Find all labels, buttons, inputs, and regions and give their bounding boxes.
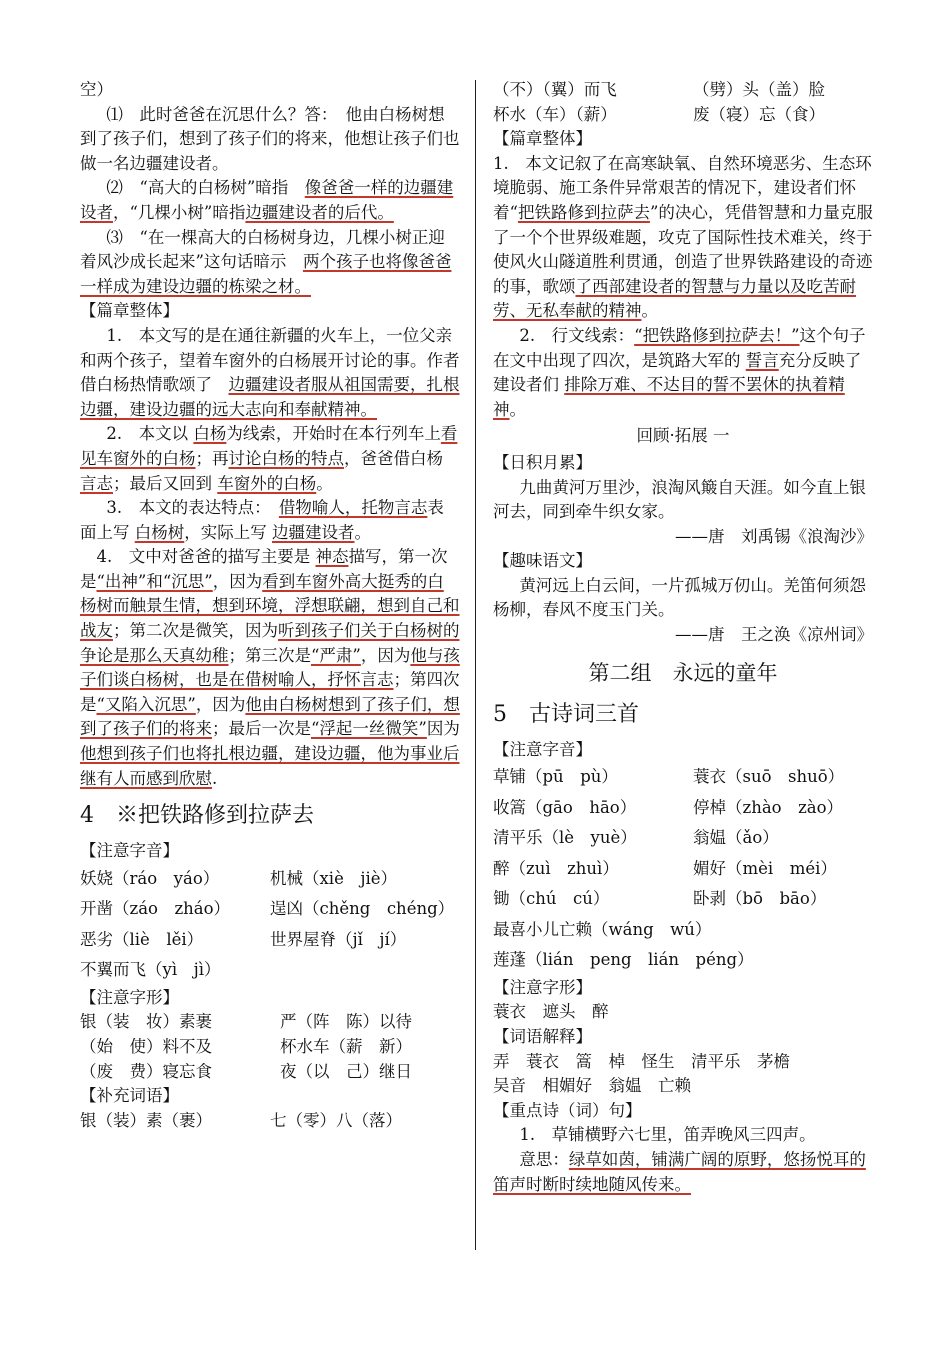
section-heading: 【日积月累】 <box>493 452 592 472</box>
answer-text: 两个孩子也将像爸爸一样成为建设边疆的栋梁之材。 <box>80 252 452 296</box>
text-span: 夜（以 己）继日 <box>280 1061 412 1081</box>
section-heading: 【补充词语】 <box>80 1086 179 1106</box>
answer-text: “浮起一丝微笑” <box>311 719 427 739</box>
text-span: ；第四次是 <box>80 670 460 714</box>
text-span: 不翼而飞（yì jì） <box>80 960 221 980</box>
text-span: 行文线索： <box>551 325 635 345</box>
text-span: 醉（zuì zhuì） <box>493 858 619 878</box>
text-span: 莲蓬（lián peng lián péng） <box>493 950 754 970</box>
text-span: ；第三次是 <box>228 645 311 665</box>
text-span: ，因为 <box>212 571 263 591</box>
text-span: （废 费）寝忘食 <box>80 1061 212 1081</box>
text-span: 因为 <box>426 719 460 739</box>
list-item <box>493 78 873 103</box>
list-item <box>493 793 873 824</box>
answer-text: 看到车窗外高大挺秀的白杨树而触景生情，想到环境，浮想联翩，想到自己和战友 <box>80 571 460 641</box>
text-span: 本文的表达特点： <box>138 498 263 518</box>
text-span: “高大的白杨树”暗指 <box>139 178 289 198</box>
question-1 <box>80 103 460 177</box>
text-span: 。 <box>354 522 371 542</box>
pronunciation-list <box>493 762 873 976</box>
text-span: 文中对爸爸的描写主要是 <box>128 547 311 567</box>
text-span: ；最后又回到 <box>113 473 212 493</box>
text-span: 世界屋脊（jǐ jí） <box>270 929 407 949</box>
text-span: 微笑 <box>195 621 229 641</box>
answer-text: 他想到孩子们也将扎根边疆，建设边疆，他为事业后继有人而感到欣慰 <box>80 744 460 788</box>
text-span: （不）（翼）而飞 <box>493 80 617 99</box>
text-span: 充分反映了建设者们 <box>493 350 862 395</box>
whole-item-2 <box>80 422 460 496</box>
text-span: 收篙（gāo hāo） <box>493 797 637 817</box>
answer-text: 排除万难、不达目的誓不罢休的执着精神 <box>493 375 845 419</box>
whole-item-3 <box>80 496 460 545</box>
text-span: 4. <box>96 547 113 567</box>
key-line <box>493 1123 873 1148</box>
list-item <box>80 1010 460 1035</box>
answer-text: 边疆建设者的后代。 <box>245 202 394 222</box>
answer-text: 把铁路修到拉萨去 <box>517 202 650 222</box>
text-span: 废（寝）忘（食） <box>693 104 825 124</box>
list-item <box>80 1109 460 1134</box>
text-span: 银（装 妆）素裹 <box>80 1012 212 1032</box>
answer-text: 神态 <box>315 547 349 567</box>
continued-text: 空） <box>80 80 113 99</box>
answer-text: 车窗外的白杨 <box>217 473 317 493</box>
list-item <box>493 884 873 915</box>
answer-text: “又陷入沉思” <box>96 694 196 714</box>
section-heading: 【篇章整体】 <box>493 129 592 149</box>
text-span: ；第二次是 <box>113 621 196 641</box>
text-span: 蓑衣（suō shuō） <box>693 767 845 787</box>
answer-text: 他由白杨树想到了孩子们，想到了孩子们的将来 <box>80 694 460 739</box>
text-span: ，因为 <box>360 645 411 665</box>
whole-item-1 <box>493 152 873 324</box>
key-meaning <box>493 1148 873 1197</box>
form-list <box>80 1010 460 1084</box>
text-span: 这个句子在文中出现了四次，是筑路大军的 <box>493 325 866 370</box>
list-item <box>80 1060 460 1085</box>
answer-text: 他与孩子们谈白杨树，也是在借树喻人，抒怀言志 <box>80 645 460 690</box>
poem-source: ——唐 刘禹锡《浪淘沙》 <box>675 526 873 546</box>
answer-text: 了西部建设者的智慧与力量以及吃苦耐劳、无私奉献的精神 <box>493 276 856 321</box>
answer-text: 誓言 <box>745 350 779 370</box>
text-span: 卧剥（bō bāo） <box>693 889 827 909</box>
list-item <box>80 864 460 895</box>
answer-text: 绿草如茵，铺满广阔的原野，悠扬悦耳的笛声时断时续地随风传来。 <box>493 1149 866 1194</box>
review-title: 回顾·拓展 一 <box>636 426 730 446</box>
text-span: （始 使）料不及 <box>80 1037 212 1056</box>
text-span: ；最后一次是 <box>212 719 311 739</box>
form-text: 蓑衣 遮头 醉 <box>493 1002 609 1022</box>
text-span: 。 <box>509 399 526 419</box>
section-heading: 【篇章整体】 <box>80 301 179 321</box>
list-item <box>493 945 873 976</box>
text-span: 2. <box>106 424 123 444</box>
text-span: 他由白杨树想到了孩子们，想到了孩子们的将来，他想让孩子们也做一名边疆建设者。 <box>80 104 460 173</box>
list-item <box>493 823 873 854</box>
text-span: 表面上写 <box>80 498 444 542</box>
list-item <box>493 854 873 885</box>
vocab-line: 弄 蓑衣 篙 棹 怪生 清平乐 茅檐 <box>493 1051 790 1071</box>
text-span: 最喜小儿亡赖（wáng wú） <box>493 919 712 939</box>
whole-item-2 <box>493 324 873 422</box>
text-span: 2. <box>519 325 536 345</box>
text-span: “在一棵高大的白杨树身边，几棵小树正迎着风沙成长起来”这句话暗示 <box>80 227 445 272</box>
answer-text: 讨论白杨的特点 <box>228 448 344 468</box>
answer-text: 言志 <box>80 473 113 493</box>
text-span: 逞凶（chěng chéng） <box>270 899 455 919</box>
poem-source: ——唐 王之涣《凉州词》 <box>675 625 873 645</box>
answer-text: 像爸爸一样的边疆建设者 <box>80 178 454 222</box>
text-span: 意思： <box>519 1149 569 1169</box>
text-span: 媚好（mèi méi） <box>693 858 837 878</box>
text-span: 草铺横野六七里，笛弄晚风三四声。 <box>551 1125 816 1145</box>
text-span: ⑴ <box>106 104 123 124</box>
text-span: 描写，第一次是 <box>80 547 448 591</box>
whole-item-1 <box>80 324 460 422</box>
text-span: 1. <box>493 153 509 173</box>
column-divider <box>475 80 476 1250</box>
text-span: 清平乐（lè yuè） <box>493 828 637 848</box>
text-span: 此时爸爸在沉思什么？答： <box>139 104 330 124</box>
text-span: 停棹（zhào zào） <box>693 797 844 817</box>
group-title: 第二组 永远的童年 <box>588 660 778 685</box>
text-span: 七（零）八（落） <box>270 1110 402 1130</box>
question-3 <box>80 226 460 300</box>
answer-text: 借物喻人，托物言志 <box>278 498 428 518</box>
text-span: . <box>212 768 218 788</box>
list-item <box>493 103 873 128</box>
text-span: 开凿（záo zháo） <box>80 899 231 919</box>
answer-text: 边疆建设者 <box>272 522 355 542</box>
answer-text: “出神”和“沉思” <box>96 571 213 591</box>
list-item <box>80 925 460 956</box>
text-span: 银（装）素（裹） <box>80 1110 212 1130</box>
text-span: （劈）头（盖）脸 <box>693 80 825 99</box>
text-span: 机械（xiè jiè） <box>270 868 398 888</box>
text-span: ⑶ <box>106 227 123 247</box>
answer-text: 白杨树 <box>134 522 185 542</box>
text-span: 1. <box>106 325 123 345</box>
text-span: 严（阵 陈）以待 <box>280 1012 412 1032</box>
section-heading: 【注意字形】 <box>80 987 179 1007</box>
text-span: 杯水车（薪 新） <box>280 1037 412 1056</box>
text-span: ，“几棵小树”暗指 <box>113 202 246 222</box>
answer-text: 听到孩子们关于白杨树的争论是那么天真幼稚 <box>80 621 460 665</box>
list-item <box>80 1035 460 1060</box>
answer-text: 看见车窗外的白杨 <box>80 424 458 468</box>
list-item <box>493 915 873 946</box>
answer-text: “严肃” <box>311 645 361 665</box>
text-span: 杯水（车）（薪） <box>493 104 617 124</box>
section-heading: 【重点诗（词）句】 <box>493 1100 642 1120</box>
text-span: ，爸爸借白杨 <box>344 448 443 468</box>
list-item <box>493 762 873 793</box>
text-span: 3. <box>106 498 123 518</box>
section-heading: 【注意字音】 <box>80 841 179 861</box>
pronunciation-list <box>80 864 460 986</box>
section-heading: 【注意字音】 <box>493 739 592 759</box>
text-span: 锄（chú cú） <box>493 889 610 909</box>
text-span: 。 <box>641 301 658 321</box>
poem-text: 九曲黄河万里沙，浪淘风簸自天涯。如今直上银河去，同到牵牛织女家。 <box>493 477 866 522</box>
text-span: ⑵ <box>106 178 123 198</box>
whole-item-4 <box>80 545 460 791</box>
lesson-title: 5 古诗词三首 <box>493 701 639 727</box>
text-span: ，实际上写 <box>184 522 267 542</box>
text-span: ，因为 <box>195 694 246 714</box>
text-span: 翁媪（ǎo） <box>693 828 779 848</box>
list-item <box>80 894 460 925</box>
left-column <box>80 78 460 1133</box>
text-span: 本文写的是在通往新疆的火车上，一位父亲和两个孩子，望着车窗外的白杨展开讨论的事。作者借白杨热情歌颂了 <box>80 325 460 395</box>
section-heading: 【注意字形】 <box>493 977 592 997</box>
answer-text: 白杨 <box>193 424 227 444</box>
text-span: 恶劣（liè lěi） <box>80 929 204 949</box>
right-column <box>493 78 873 1197</box>
text-span: 1. <box>519 1125 536 1145</box>
text-span: ”的决心，凭借智慧和力量克服了一个个世界级难题，攻克了国际性技术难关，终于使风火山隧道胜利贯通，创造了世界铁路建设的奇迹的事，歌颂 <box>493 202 873 296</box>
question-2 <box>80 176 460 225</box>
vocab-line: 吴音 相媚好 翁媪 亡赖 <box>493 1076 691 1096</box>
poem-text: 黄河远上白云间，一片孤城万仞山。羌笛何须怨杨柳，春风不度玉门关。 <box>493 575 866 620</box>
answer-text: “把铁路修到拉萨去！” <box>634 325 800 345</box>
text-span: ；再 <box>195 448 229 468</box>
text-span: 本文以 <box>138 424 189 444</box>
answer-text: 边疆建设者服从祖国需要，扎根边疆，建设边疆的远大志向和奉献精神。 <box>80 375 460 419</box>
lesson-title: 4 ※把铁路修到拉萨去 <box>80 803 314 829</box>
text-span: 本文记叙了在高寒缺氧、自然环境恶劣、生态环境脆弱、施工条件异常艰苦的情况下，建设者们怀着“ <box>493 153 872 222</box>
text-span: 妖娆（ráo yáo） <box>80 868 220 888</box>
section-heading: 【趣味语文】 <box>493 551 592 571</box>
text-span: ，因为 <box>228 621 278 641</box>
list-item <box>80 955 460 986</box>
section-heading: 【词语解释】 <box>493 1026 592 1046</box>
text-span: 。 <box>316 473 333 493</box>
text-span: 草铺（pū pù） <box>493 767 618 787</box>
text-span: 为线索，开始时在本行列车上 <box>226 424 441 444</box>
